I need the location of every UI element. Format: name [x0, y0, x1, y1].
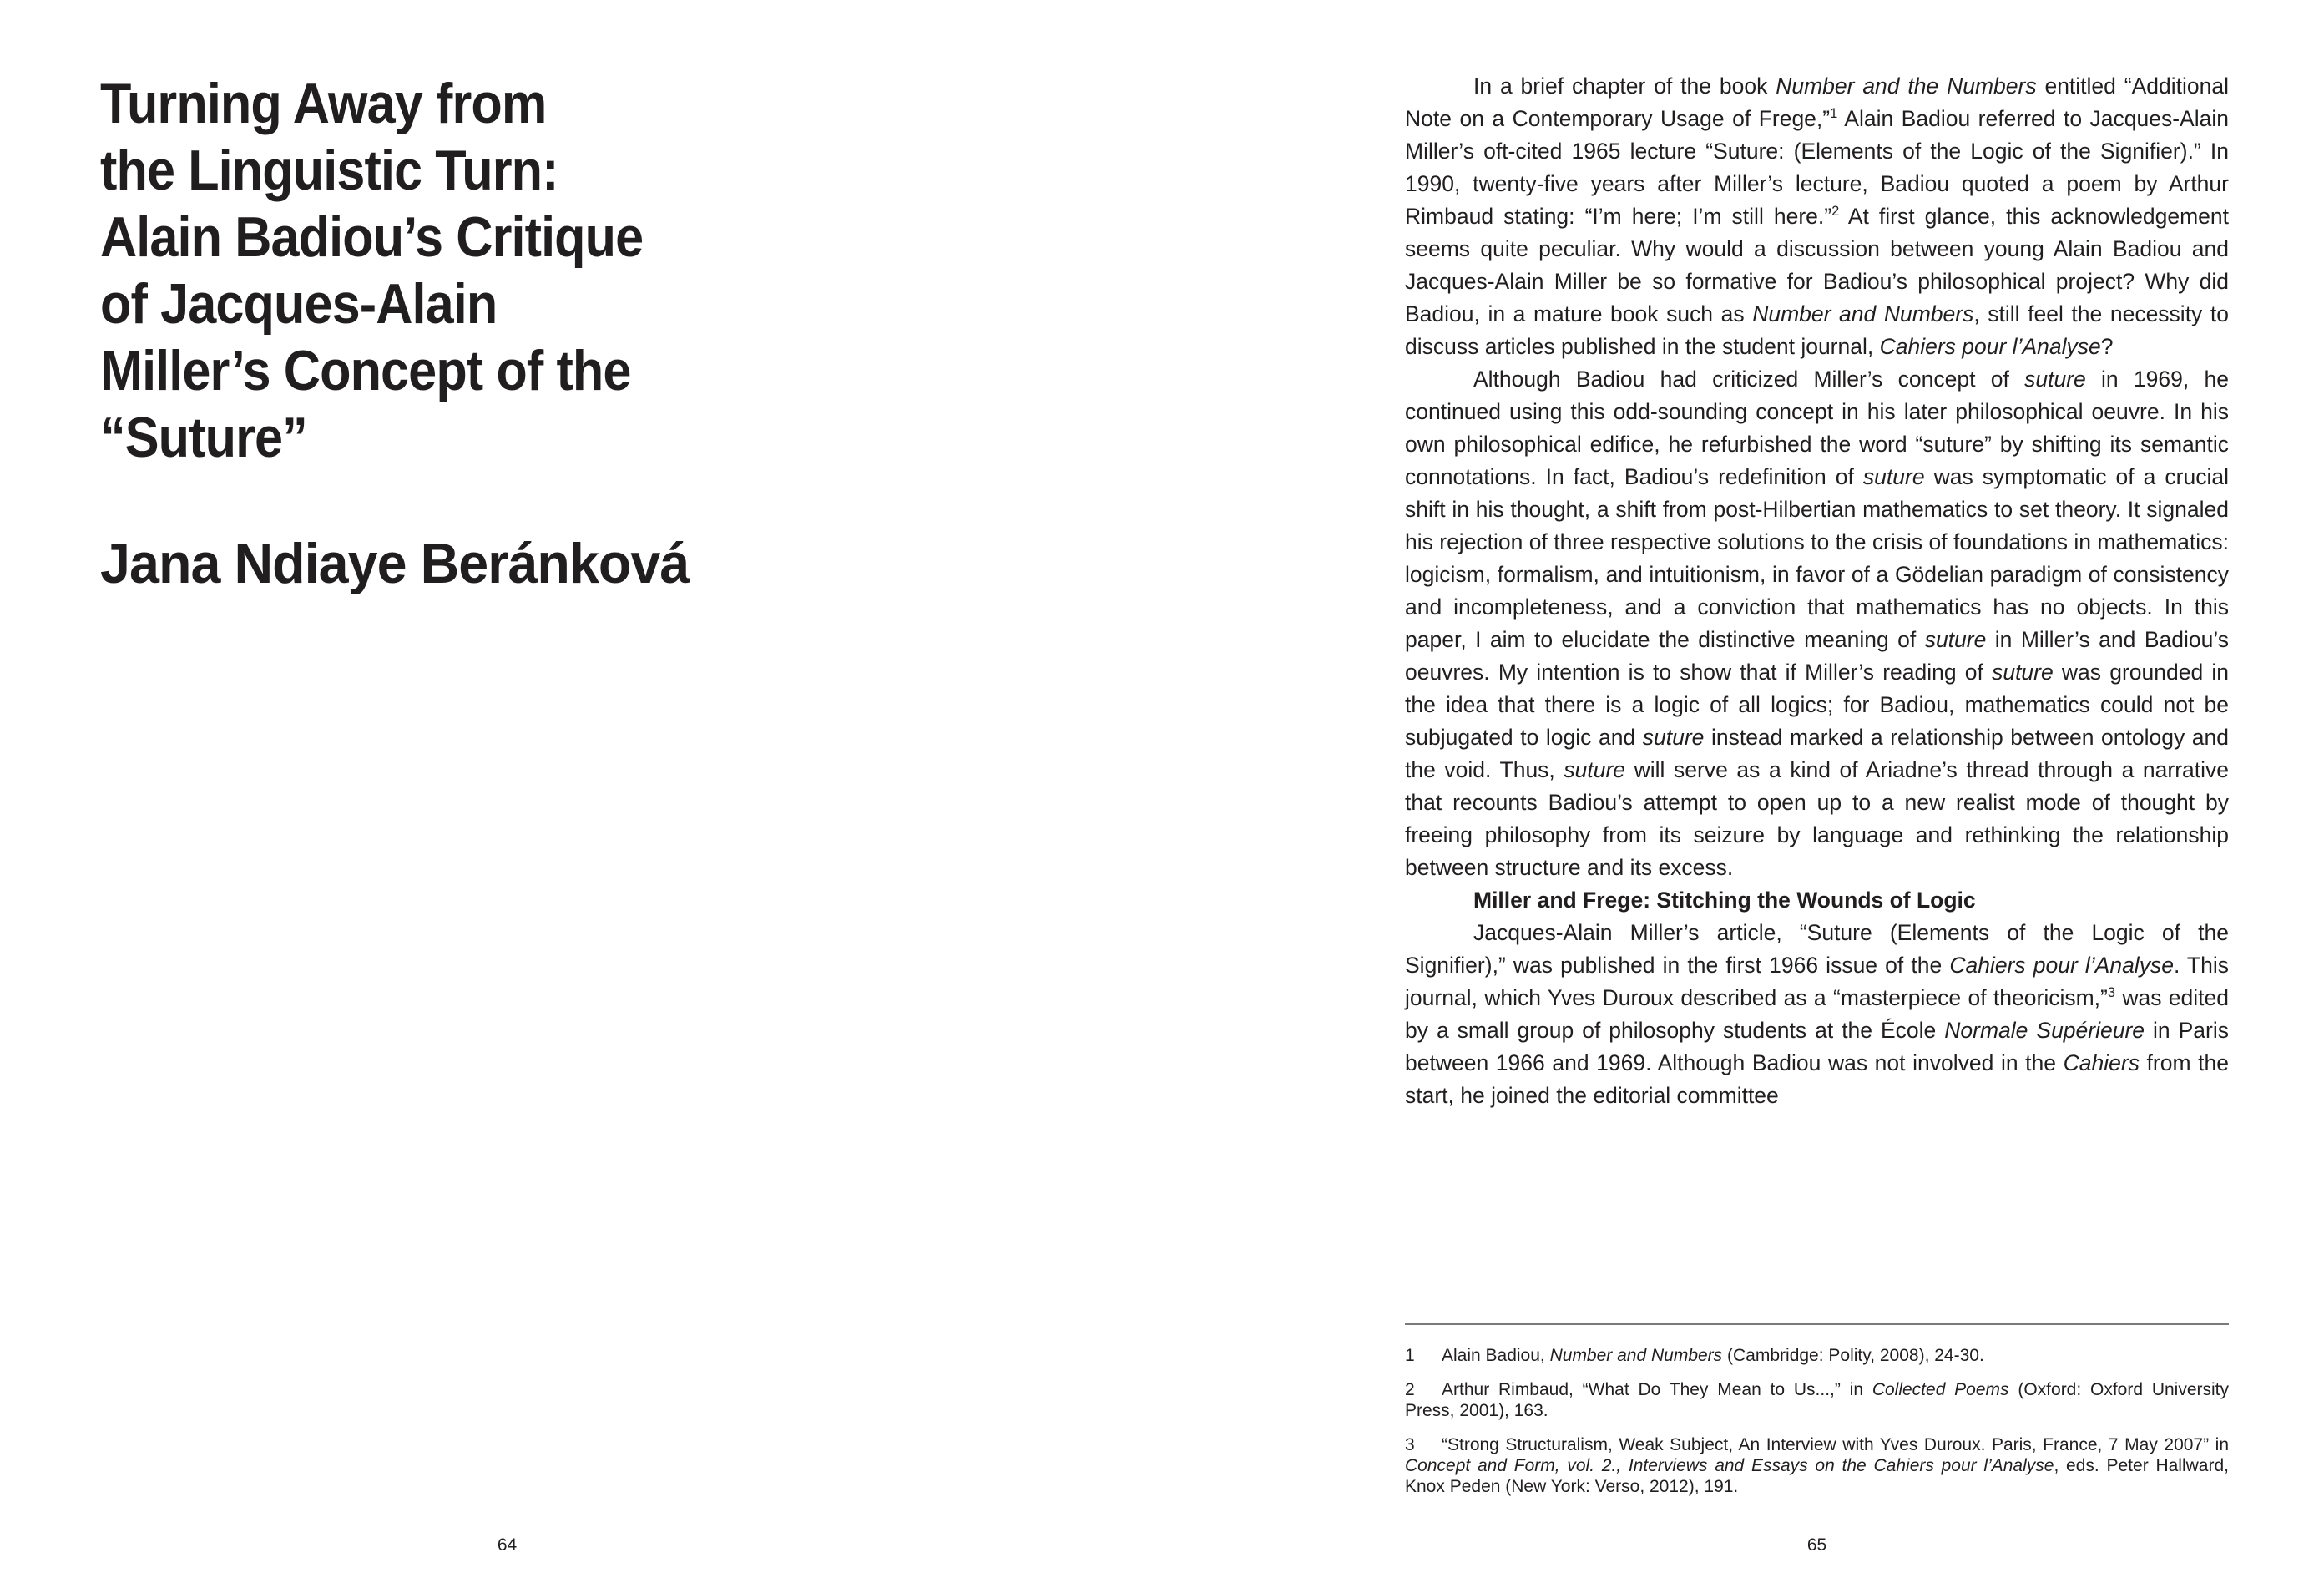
title-line: Alain Badiou’s Critique [100, 205, 644, 269]
section-heading: Miller and Frege: Stitching the Wounds of Logic [1473, 888, 1976, 913]
title-line: Turning Away from [100, 72, 547, 135]
footnote-number: 2 [1405, 1380, 1415, 1399]
footnote [1405, 1434, 2229, 1497]
title-line: the Linguistic Turn: [100, 139, 558, 202]
text-column [1405, 70, 2229, 1112]
page-number-right: 65 [1806, 1535, 1827, 1555]
footnote [1405, 1379, 2229, 1421]
page-number-left: 64 [497, 1535, 518, 1555]
footnotes [1405, 1323, 2229, 1497]
body-paragraph: Although Badiou had criticized Miller’s concept of suture in 1969, he continued using this odd-sounding concept in his later philosophical oeuvre. In his own philosophical edifice, he refurbished the word “suture” by shifting its semantic connotations. In fact, Badiou’s redefinition of suture was symptomatic of a crucial shift in his thought, a shift from post-Hilbertian mathematics to set theory. It signaled his rejection of three respective solutions to the crisis of foundations in mathematics: logicism, formalism, and intuitionism, in favor of a Gödelian paradigm of consistency and incompleteness, and a conviction that mathematics has no objects. In this paper, I aim to elucidate the distinctive meaning of suture in Miller’s and Badiou’s oeuvres. My intention is to show that if Miller’s reading of suture was grounded in the idea that there is a logic of all logics; for Badiou, mathematics could not be subjugated to logic and suture instead marked a relationship between ontology and the void. Thus, suture will serve as a kind of Ariadne’s thread through a narrative that recounts Badiou’s attempt to open up to a new realist mode of thought by freeing philosophy from its seizure by language and rethinking the relationship between structure and its excess. [1405, 367, 2229, 880]
footnote [1405, 1345, 2229, 1366]
title-line: Miller’s Concept of the [100, 339, 631, 402]
body-paragraph: In a brief chapter of the book Number and the Numbers entitled “Additional Note on a Contemporary Usage of Frege,”$^1$ Alain Badiou referred to Jacques-Alain Miller’s oft-cited 1965 lecture “Suture: (Elements of the Logic of the Signifier).” In 1990, twenty-five years after Miller’s lecture, Badiou quoted a poem by Arthur Rimbaud stating: “I’m here; I’m still here.”$^2$ At first glance, this acknowledgement seems quite peculiar. Why would a discussion between young Alain Badiou and Jacques-Alain Miller be so formative for Badiou’s philosophical project? Why did Badiou, in a mature book such as Number and Numbers, still feel the necessity to discuss articles published in the student journal, Cahiers pour l’Analyse? [1405, 73, 2230, 359]
title-line: “Suture” [100, 406, 307, 469]
footnote-text: Alain Badiou, Number and Numbers (Cambridge: Polity, 2008), 24-30. [1442, 1346, 1984, 1365]
footnote-number: 3 [1405, 1435, 1415, 1454]
author-name: Jana Ndiaye Beránková [100, 532, 690, 595]
footnote-text: Arthur Rimbaud, “What Do They Mean to Us...,” in Collected Poems (Oxford: Oxford University Press, 2001), 163. [1405, 1380, 2230, 1420]
footnote-text: “Strong Structuralism, Weak Subject, An Interview with Yves Duroux. Paris, France, 7 May 2007” in Concept and Form, vol. 2., Interviews and Essays on the Cahiers pour l’Analyse, eds. Peter Hallward, Knox Peden (New York: Verso, 2012), 191. [1405, 1435, 2229, 1496]
title-line: of Jacques-Alain [100, 272, 498, 336]
footnote-number: 1 [1405, 1346, 1415, 1365]
article-title [100, 70, 643, 471]
body-paragraph: Jacques-Alain Miller’s article, “Suture (Elements of the Logic of the Signifier),” was published in the first 1966 issue of the Cahiers pour l’Analyse. This journal, which Yves Duroux described as a “masterpiece of theoricism,”$^3$ was edited by a small group of philosophy students at the École Normale Supérieure in Paris between 1966 and 1969. Although Badiou was not involved in the Cahiers from the start, he joined the editorial committee [1405, 920, 2229, 1108]
